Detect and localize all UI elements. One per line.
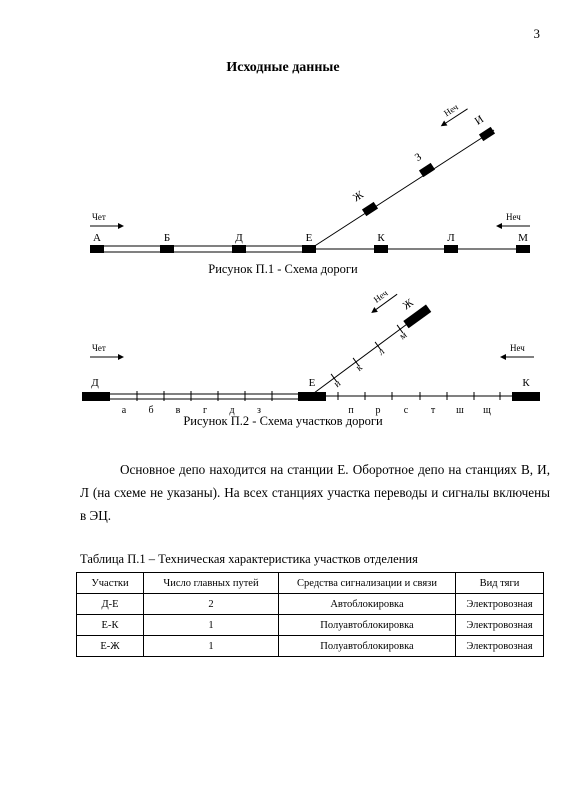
station-label: Д (235, 232, 243, 244)
station-label: Л (447, 232, 455, 244)
station-label: А (93, 232, 101, 244)
table-cell: Полуавтоблокировка (279, 636, 456, 657)
block-label: к (354, 362, 365, 374)
block-label: м (397, 329, 410, 343)
direction-label-even: Чет (92, 343, 106, 353)
table-cell: 2 (144, 594, 279, 615)
station-b-mark (160, 245, 174, 253)
table-cell: 1 (144, 615, 279, 636)
block-label: ш (456, 405, 464, 416)
station-label: Б (163, 232, 171, 244)
block-label: щ (483, 405, 491, 416)
sections-table (76, 572, 544, 657)
table-row (77, 615, 544, 636)
station-d-mark (232, 245, 246, 253)
column-header: Число главных путей (144, 573, 279, 594)
table-cell: Д-Е (77, 594, 144, 615)
station-m-mark (516, 245, 530, 253)
station-e-mark (302, 245, 316, 253)
station-label: Ж (350, 188, 366, 205)
table-cell: Е-Ж (77, 636, 144, 657)
station-label: З (412, 150, 424, 165)
table-cell: 1 (144, 636, 279, 657)
station-d-mark (82, 392, 110, 401)
table-cell: Автоблокировка (279, 594, 456, 615)
figure2-caption: Рисунок П.2 - Схема участков дороги (183, 414, 383, 428)
station-label: Е (308, 377, 316, 389)
column-header: Участки (77, 573, 144, 594)
station-a-mark (90, 245, 104, 253)
direction-label-odd: Неч (506, 212, 521, 222)
station-k-mark (512, 392, 540, 401)
station-label: К (522, 377, 530, 389)
block-label: з (257, 405, 261, 416)
direction-label-odd-branch: Неч (442, 101, 460, 119)
branch-track (310, 130, 494, 249)
station-label: И (472, 113, 486, 128)
arrowhead-icon (118, 223, 124, 229)
block-label: д (229, 405, 235, 416)
page-title: Исходные данные (226, 60, 340, 75)
table-row (77, 594, 544, 615)
station-label: К (377, 232, 385, 244)
figure1-caption: Рисунок П.1 - Схема дороги (208, 262, 358, 276)
table-cell: Электровозная (456, 594, 544, 615)
station-l-mark (444, 245, 458, 253)
direction-label-even: Чет (92, 212, 106, 222)
block-label: п (348, 405, 354, 416)
page-number: 3 (533, 26, 540, 41)
block-label: б (148, 405, 154, 416)
table-cell: Электровозная (456, 615, 544, 636)
station-label: Е (305, 232, 313, 244)
block-label: р (375, 405, 381, 416)
station-i-mark (479, 127, 495, 141)
table-cell: Е-К (77, 615, 144, 636)
station-z-mark (419, 163, 435, 177)
table-cell: Полуавтоблокировка (279, 615, 456, 636)
block-label: т (430, 405, 436, 416)
arrowhead-icon (118, 354, 124, 360)
body-paragraph: Основное депо находится на станции Е. Оборотное депо на станциях В, И, Л (на схеме не указаны). На всех станциях участка переводы и сигналы включены в ЭЦ. (80, 462, 550, 523)
arrowhead-icon (500, 354, 506, 360)
block-label: л (376, 346, 387, 358)
station-label: Д (91, 377, 99, 389)
column-header: Средства сигнализации и связи (279, 573, 456, 594)
block-label: с (403, 405, 409, 416)
block-label: г (202, 405, 208, 416)
table-cell: Электровозная (456, 636, 544, 657)
direction-label-odd: Неч (510, 343, 525, 353)
block-label: и (332, 377, 343, 391)
block-label: в (175, 405, 181, 416)
station-e-mark (298, 392, 326, 401)
station-label: М (518, 232, 528, 244)
arrowhead-icon (369, 307, 377, 315)
arrowhead-icon (439, 120, 447, 128)
table-header-row (77, 573, 544, 594)
table-caption: Таблица П.1 – Техническая характеристика участков отделения (80, 552, 418, 566)
table-row (77, 636, 544, 657)
arrowhead-icon (496, 223, 502, 229)
block-label: а (121, 405, 127, 416)
column-header: Вид тяги (456, 573, 544, 594)
station-label: Ж (400, 296, 416, 313)
station-k-mark (374, 245, 388, 253)
direction-label-odd-branch: Неч (371, 287, 390, 305)
sections-scheme-figure (0, 287, 566, 420)
road-scheme-figure (0, 95, 566, 265)
